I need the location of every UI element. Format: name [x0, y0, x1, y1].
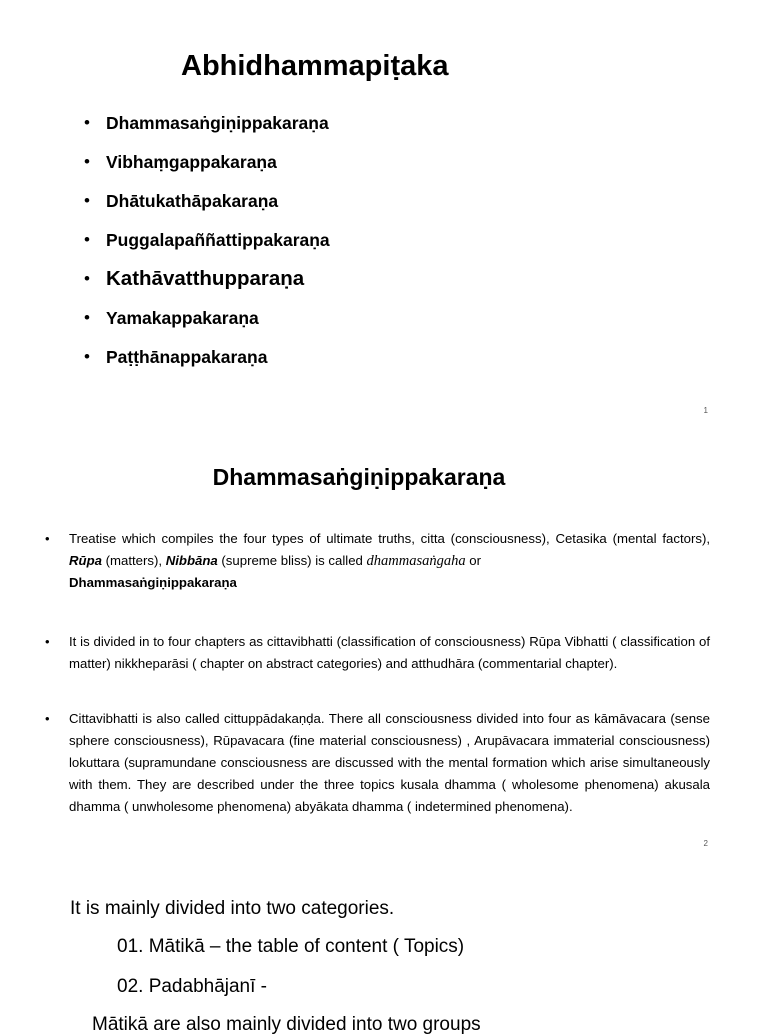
page-number: 1: [703, 406, 708, 415]
nibbana-term: Nibbāna: [165, 553, 218, 568]
book-item: • Vibhaṃgappakaraṇa: [84, 147, 330, 186]
cut-off-line: Mātikā are also mainly divided into two groups: [92, 1014, 481, 1035]
book-item: • Kathāvatthupparaṇa: [84, 264, 330, 303]
book-item: • Yamakappakaraṇa: [84, 303, 330, 342]
book-item: • Dhātukathāpakaraṇa: [84, 186, 330, 225]
slide-3: [0, 852, 768, 1035]
pitaka-book-list: [84, 108, 330, 381]
categories-intro: It is mainly divided into two categories.: [70, 898, 395, 919]
rupa-term: Rūpa: [69, 553, 102, 568]
book-item: • Puggalapaññattippakaraṇa: [84, 225, 330, 264]
definition-paragraph: [69, 528, 710, 594]
cittavibhatti-paragraph: • Cittavibhatti is also called cittuppādakaṇḍa. There all consciousness divided into four as kāmāvacara (sense sphere consciousness), Rūpavacara (fine material consciousness) , Arupāvacara immaterial consciousness) lokuttara (supramundane consciousness are discussed with the mental formation which arise simultaneously with them. They are described under the three topics kusala dhamma ( wholesome phenomena) akusala dhamma ( unwholesome phenomena) abyākata dhamma ( indetermined phenomena).: [69, 708, 710, 818]
category-item: 01. Mātikā – the table of content ( Topics): [117, 936, 465, 957]
text-span: (matters),: [101, 553, 166, 568]
slide-2-title: Dhammasaṅgiṇippakaraṇa: [212, 464, 506, 490]
chapters-paragraph: • It is divided in to four chapters as cittavibhatti (classification of consciousness) Rūpa Vibhatti ( classification of matter) nikkheparāsi ( chapter on abstract categories) and atthudhāra (commentarial chapter).: [69, 631, 710, 675]
slide-1: [0, 0, 768, 424]
slide-1-title: Abhidhammapiṭaka: [181, 50, 449, 82]
book-item: • Dhammasaṅgiṇippakaraṇa: [84, 108, 330, 147]
book-item: • Paṭṭhānappakaraṇa: [84, 342, 330, 381]
slide-2: [0, 424, 768, 852]
category-item: 02. Padabhājanī -: [117, 976, 268, 997]
book-name-term: Dhammasaṅgiṇippakaraṇa: [69, 575, 237, 590]
text-span: Treatise which compiles the four types of ultimate truths, citta (consciousness), Cetasika (mental factors),: [69, 531, 710, 546]
page-number: 2: [703, 839, 708, 848]
text-span: or: [465, 553, 482, 568]
text-span: (supreme bliss) is called: [217, 553, 367, 568]
dhammasangaha-term: dhammasaṅgaha: [366, 553, 466, 569]
